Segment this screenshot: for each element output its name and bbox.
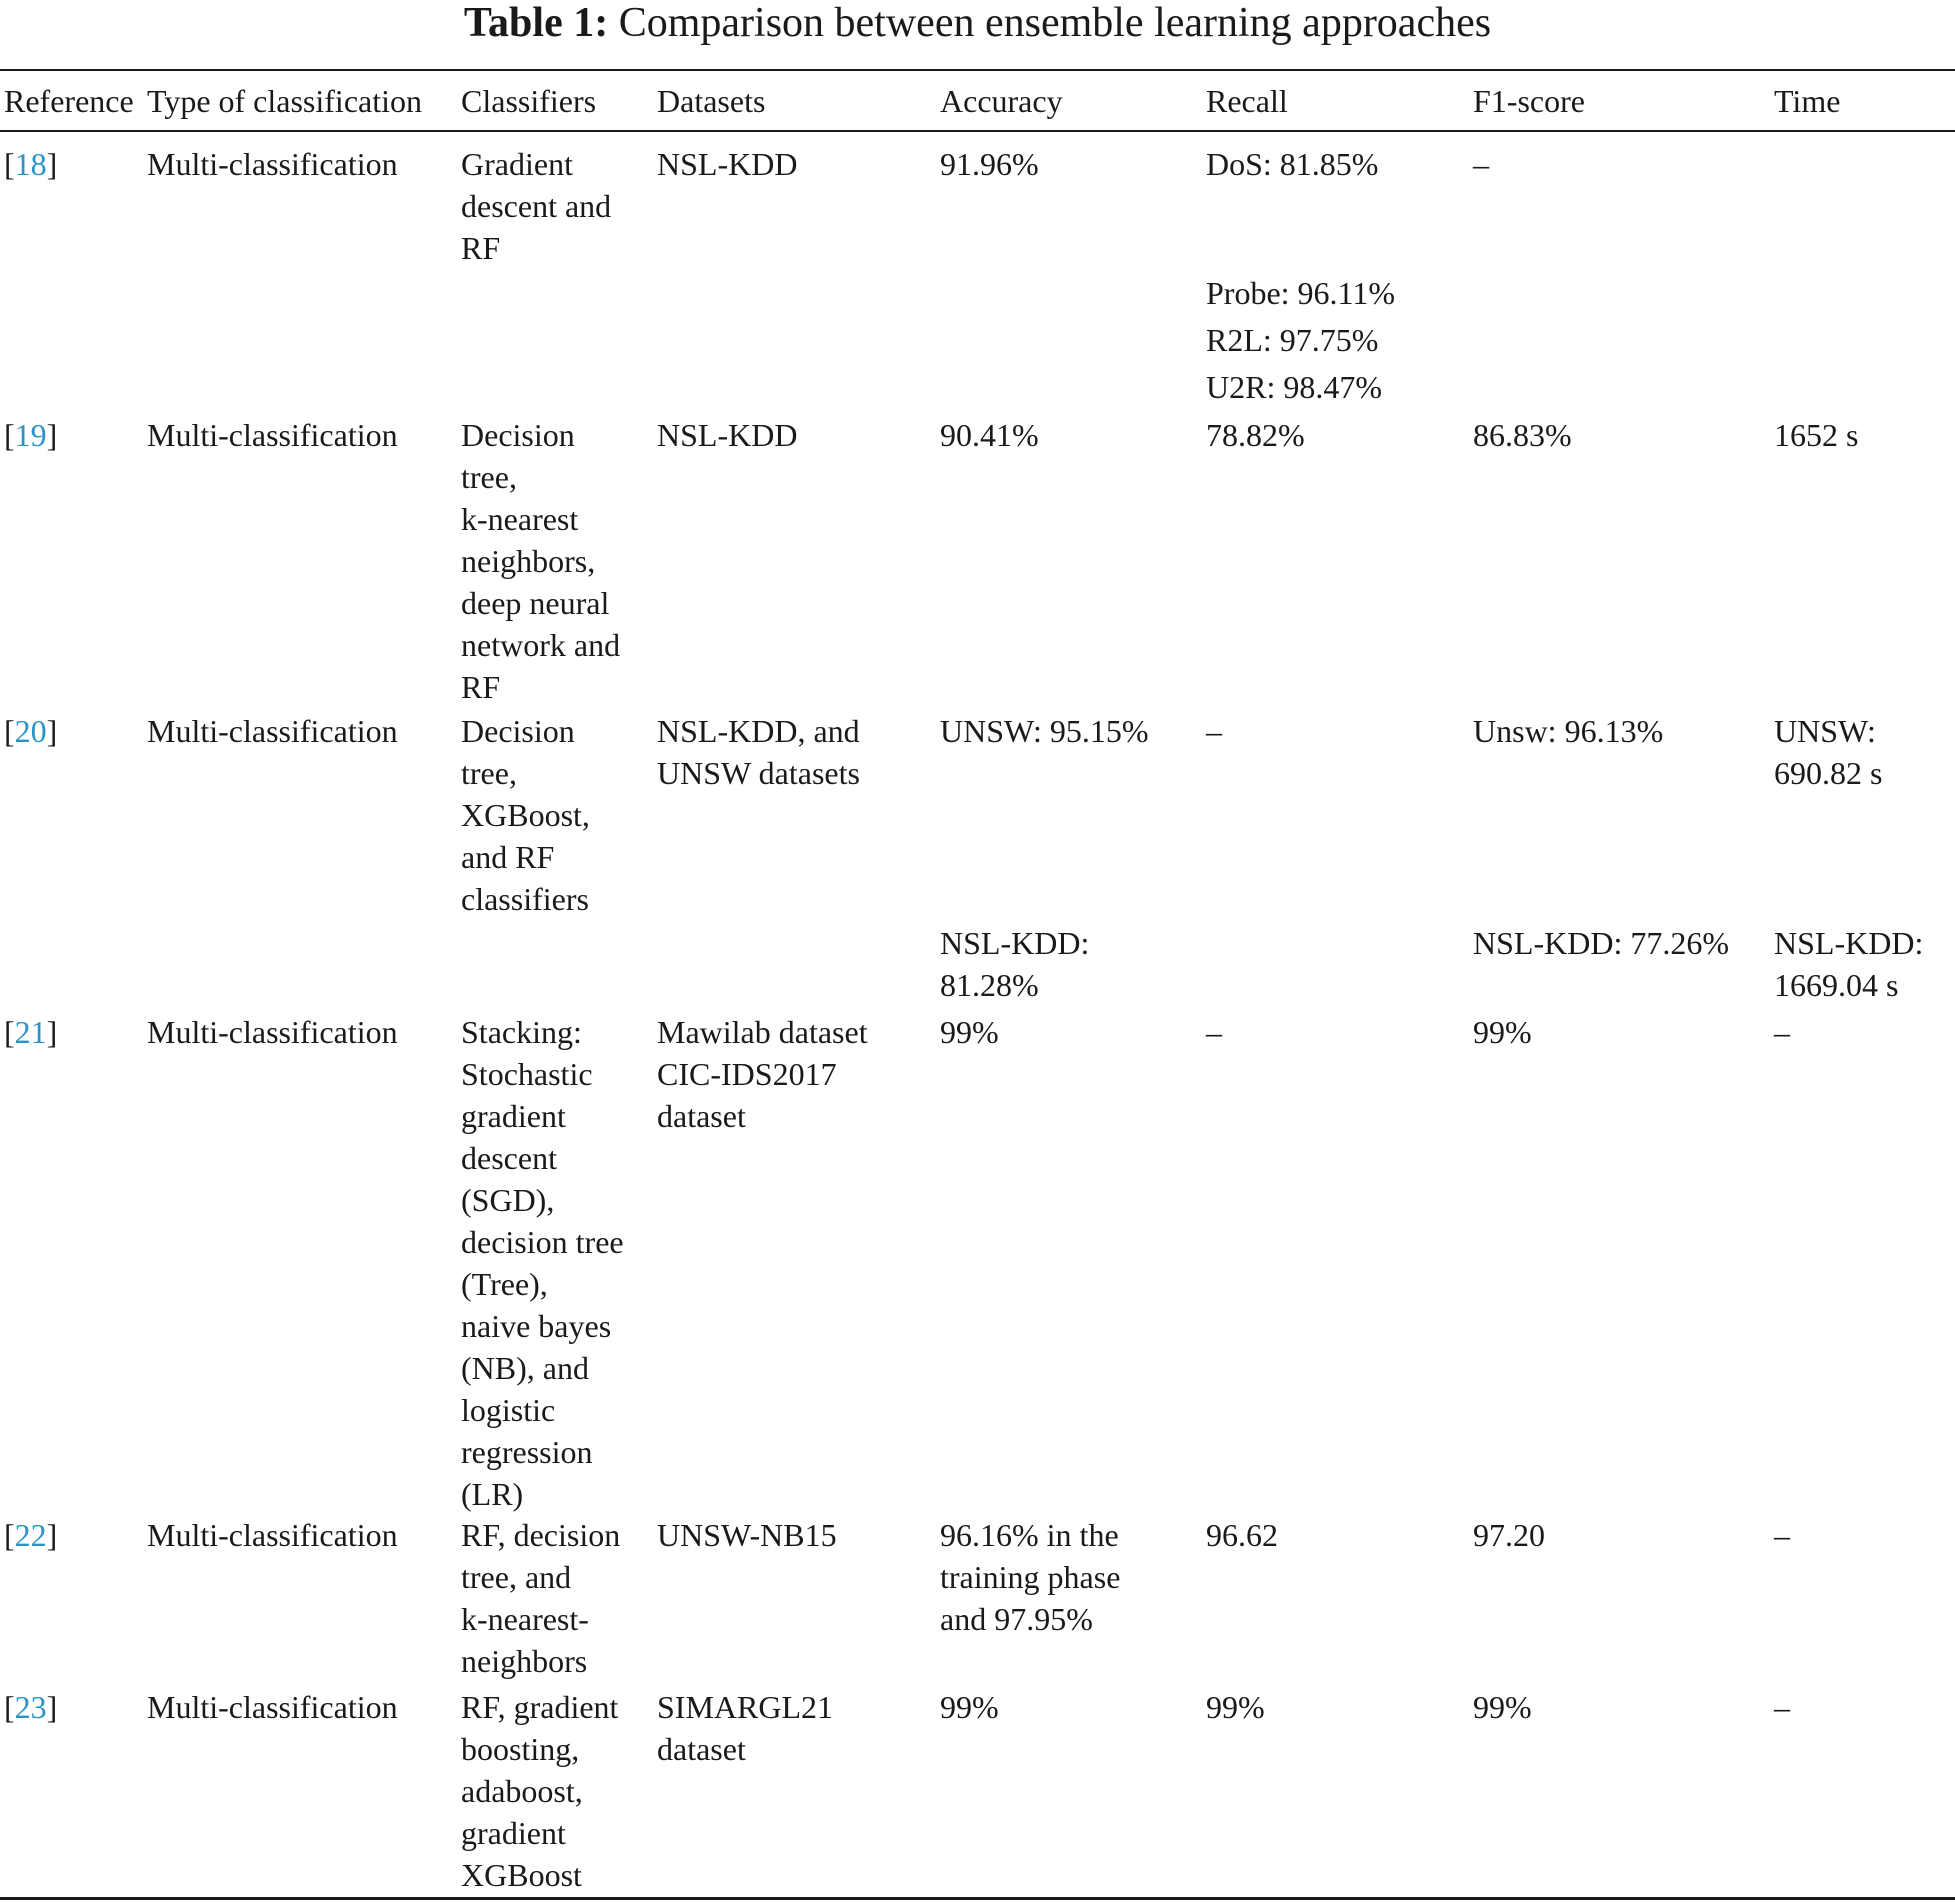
table-top-rule <box>0 69 1955 71</box>
table-row-classifiers: RF, decision tree, and k-nearest- neighbors <box>461 1517 621 1679</box>
table-row-recall-probe: Probe: 96.11% <box>1206 275 1396 311</box>
table-row-time-nsl-kdd: NSL-KDD: 1669.04 s <box>1774 925 1924 1003</box>
table-row-accuracy-nsl-kdd: NSL-KDD: 81.28% <box>940 925 1090 1003</box>
table-row-accuracy: 99% <box>940 1014 999 1050</box>
table-row-classifiers: Gradient descent and RF <box>461 146 612 266</box>
table-row-datasets: NSL-KDD <box>657 417 798 453</box>
table-row-type: Multi-classification <box>147 417 398 453</box>
table-caption-text: Comparison between ensemble learning approaches <box>618 0 1492 46</box>
table-row-reference: [18] <box>4 146 58 182</box>
table-row-classifiers: RF, gradient boosting, adaboost, gradient XGBoost <box>461 1689 619 1893</box>
table-row-f1-unsw: Unsw: 96.13% <box>1473 713 1664 749</box>
table-row-accuracy: 91.96% <box>940 146 1039 182</box>
table-row-time: – <box>1774 1014 1790 1050</box>
citation-link[interactable]: 20 <box>14 713 47 749</box>
header-time: Time <box>1774 83 1841 119</box>
table-row-recall: 99% <box>1206 1689 1265 1725</box>
table-row-time: 1652 s <box>1774 417 1859 453</box>
table-row-recall: 78.82% <box>1206 417 1305 453</box>
header-recall: Recall <box>1206 83 1288 119</box>
table-row-time: – <box>1774 1517 1790 1553</box>
header-accuracy: Accuracy <box>940 83 1063 119</box>
header-type-of-classification: Type of classification <box>147 83 422 119</box>
table-row-classifiers: Stacking: Stochastic gradient descent (SGD), decision tree (Tree), naive bayes (NB), and logistic regression (LR) <box>461 1014 624 1512</box>
citation-link[interactable]: 22 <box>14 1517 47 1553</box>
table-row-f1: 99% <box>1473 1014 1532 1050</box>
table-row-f1: 99% <box>1473 1689 1532 1725</box>
table-row-reference: [21] <box>4 1014 58 1050</box>
citation-link[interactable]: 18 <box>14 146 47 182</box>
table-row-reference: [22] <box>4 1517 58 1553</box>
citation-link[interactable]: 19 <box>14 417 47 453</box>
table-row-classifiers: Decision tree, k-nearest neighbors, deep neural network and RF <box>461 417 621 705</box>
table-bottom-rule <box>0 1897 1955 1900</box>
table-row-time-unsw: UNSW: 690.82 s <box>1774 713 1883 791</box>
table-row-type: Multi-classification <box>147 1689 398 1725</box>
table-row-f1-nsl-kdd: NSL-KDD: 77.26% <box>1473 925 1729 961</box>
table-header-rule <box>0 130 1955 132</box>
table-row-f1: – <box>1473 146 1489 182</box>
table-row-datasets: SIMARGL21 dataset <box>657 1689 834 1767</box>
table-row-datasets: NSL-KDD, and UNSW datasets <box>657 713 860 791</box>
header-reference: Reference <box>4 83 134 119</box>
table-row-reference: [19] <box>4 417 58 453</box>
table-row-recall: 96.62 <box>1206 1517 1278 1553</box>
table-caption-label: Table 1: <box>463 0 609 46</box>
table-row-accuracy: 99% <box>940 1689 999 1725</box>
table-row-f1: 86.83% <box>1473 417 1572 453</box>
table-row-classifiers: Decision tree, XGBoost, and RF classifiers <box>461 713 590 917</box>
citation-link[interactable]: 21 <box>14 1014 47 1050</box>
table-row-reference: [20] <box>4 713 58 749</box>
table-row-time: – <box>1774 1689 1790 1725</box>
table-row-recall-dos: DoS: 81.85% <box>1206 146 1379 182</box>
table-row-accuracy-unsw: UNSW: 95.15% <box>940 713 1149 749</box>
header-f1-score: F1-score <box>1473 83 1585 119</box>
table-row-recall-r2l: R2L: 97.75% <box>1206 322 1379 358</box>
table-row-datasets: UNSW-NB15 <box>657 1517 837 1553</box>
header-datasets: Datasets <box>657 83 766 119</box>
table-row-type: Multi-classification <box>147 713 398 749</box>
table-row-accuracy: 96.16% in the training phase and 97.95% <box>940 1517 1121 1637</box>
citation-link[interactable]: 23 <box>14 1689 47 1725</box>
header-classifiers: Classifiers <box>461 83 597 119</box>
table-row-type: Multi-classification <box>147 1014 398 1050</box>
table-row-accuracy: 90.41% <box>940 417 1039 453</box>
table-caption <box>0 0 1955 46</box>
table-row-recall-u2r: U2R: 98.47% <box>1206 369 1382 405</box>
table-row-recall: – <box>1206 713 1222 749</box>
table-row-datasets: NSL-KDD <box>657 146 798 182</box>
table-row-datasets: Mawilab dataset CIC-IDS2017 dataset <box>657 1014 868 1134</box>
table-row-recall: – <box>1206 1014 1222 1050</box>
table-row-type: Multi-classification <box>147 1517 398 1553</box>
table-row-f1: 97.20 <box>1473 1517 1545 1553</box>
table-row-type: Multi-classification <box>147 146 398 182</box>
table-row-reference: [23] <box>4 1689 58 1725</box>
